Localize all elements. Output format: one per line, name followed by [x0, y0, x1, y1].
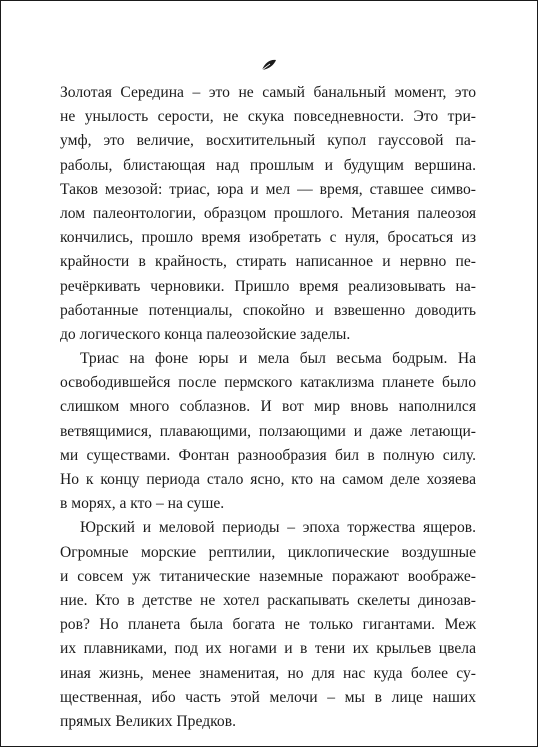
- text-line: Юрский и меловой периоды – эпоха торжества ящеров.: [80, 519, 476, 537]
- text-line: кончились, прошло время изобретать с нуля, бросаться из: [60, 229, 476, 247]
- text-line: ров? Но планета была богата не только гигантами. Меж: [60, 616, 476, 634]
- paragraph: [60, 347, 476, 516]
- text-line: прямых Великих Предков.: [60, 712, 236, 730]
- text-line: их плавниками, под их ногами и в тени их крыльев цвела: [60, 640, 476, 658]
- text-line: умф, это величие, восхитительный купол гауссовой па-: [60, 132, 476, 150]
- text-line: до логического конца палеозойские заделы.: [60, 325, 351, 343]
- text-line: крайности в крайность, стирать написанное и нервно пе-: [60, 253, 476, 271]
- text-line: не унылость серости, не скука повседневности. Это три-: [60, 108, 476, 126]
- text-line: Таков мезозой: триас, юра и мел — время, ставшее симво-: [60, 180, 476, 198]
- text-line: Но к концу периода стало ясно, кто на самом деле хозяева: [60, 471, 476, 488]
- paragraph: [60, 516, 476, 734]
- text-line: иная жизнь, менее знаменитая, но для нас куда более су-: [60, 664, 476, 682]
- text-line: Золотая Середина – это не самый банальный момент, это: [60, 84, 476, 101]
- text-line: освободившейся после пермского катаклизма планете было: [60, 374, 476, 392]
- text-line: лом палеонтологии, образцом прошлого. Метания палеозоя: [60, 204, 476, 222]
- text-line: ветвящимися, плавающими, ползающими и даже летающи-: [60, 422, 476, 440]
- text-line: Триас на фоне юры и мела был весьма бодрым. На: [80, 350, 476, 368]
- text-line: Огромные морские рептилии, циклопические воздушные: [60, 543, 476, 561]
- paragraph: [60, 81, 476, 347]
- text-line: ми существами. Фонтан разнообразия бил в полную силу.: [60, 446, 476, 464]
- text-line: раболы, блистающая над прошлым и будущим вершина.: [60, 156, 476, 174]
- text-line: слишком много соблазнов. И вот мир вновь наполнился: [60, 398, 476, 416]
- text-line: в морях, а кто – на суше.: [60, 495, 225, 513]
- body-text: [60, 81, 476, 734]
- text-line: и совсем уж титанические наземные поражают воображе-: [60, 567, 476, 585]
- text-line: работанные потенциалы, спокойно и взвешенно доводить: [60, 301, 476, 319]
- text-line: ние. Кто в детстве не хотел раскапывать скелеты динозав-: [60, 591, 476, 609]
- text-line: речёркивать черновики. Пришло время реализовывать на-: [60, 277, 476, 295]
- text-line: щественная, ибо часть этой мелочи – мы в лице наших: [60, 688, 476, 706]
- leaf-icon: [261, 59, 277, 71]
